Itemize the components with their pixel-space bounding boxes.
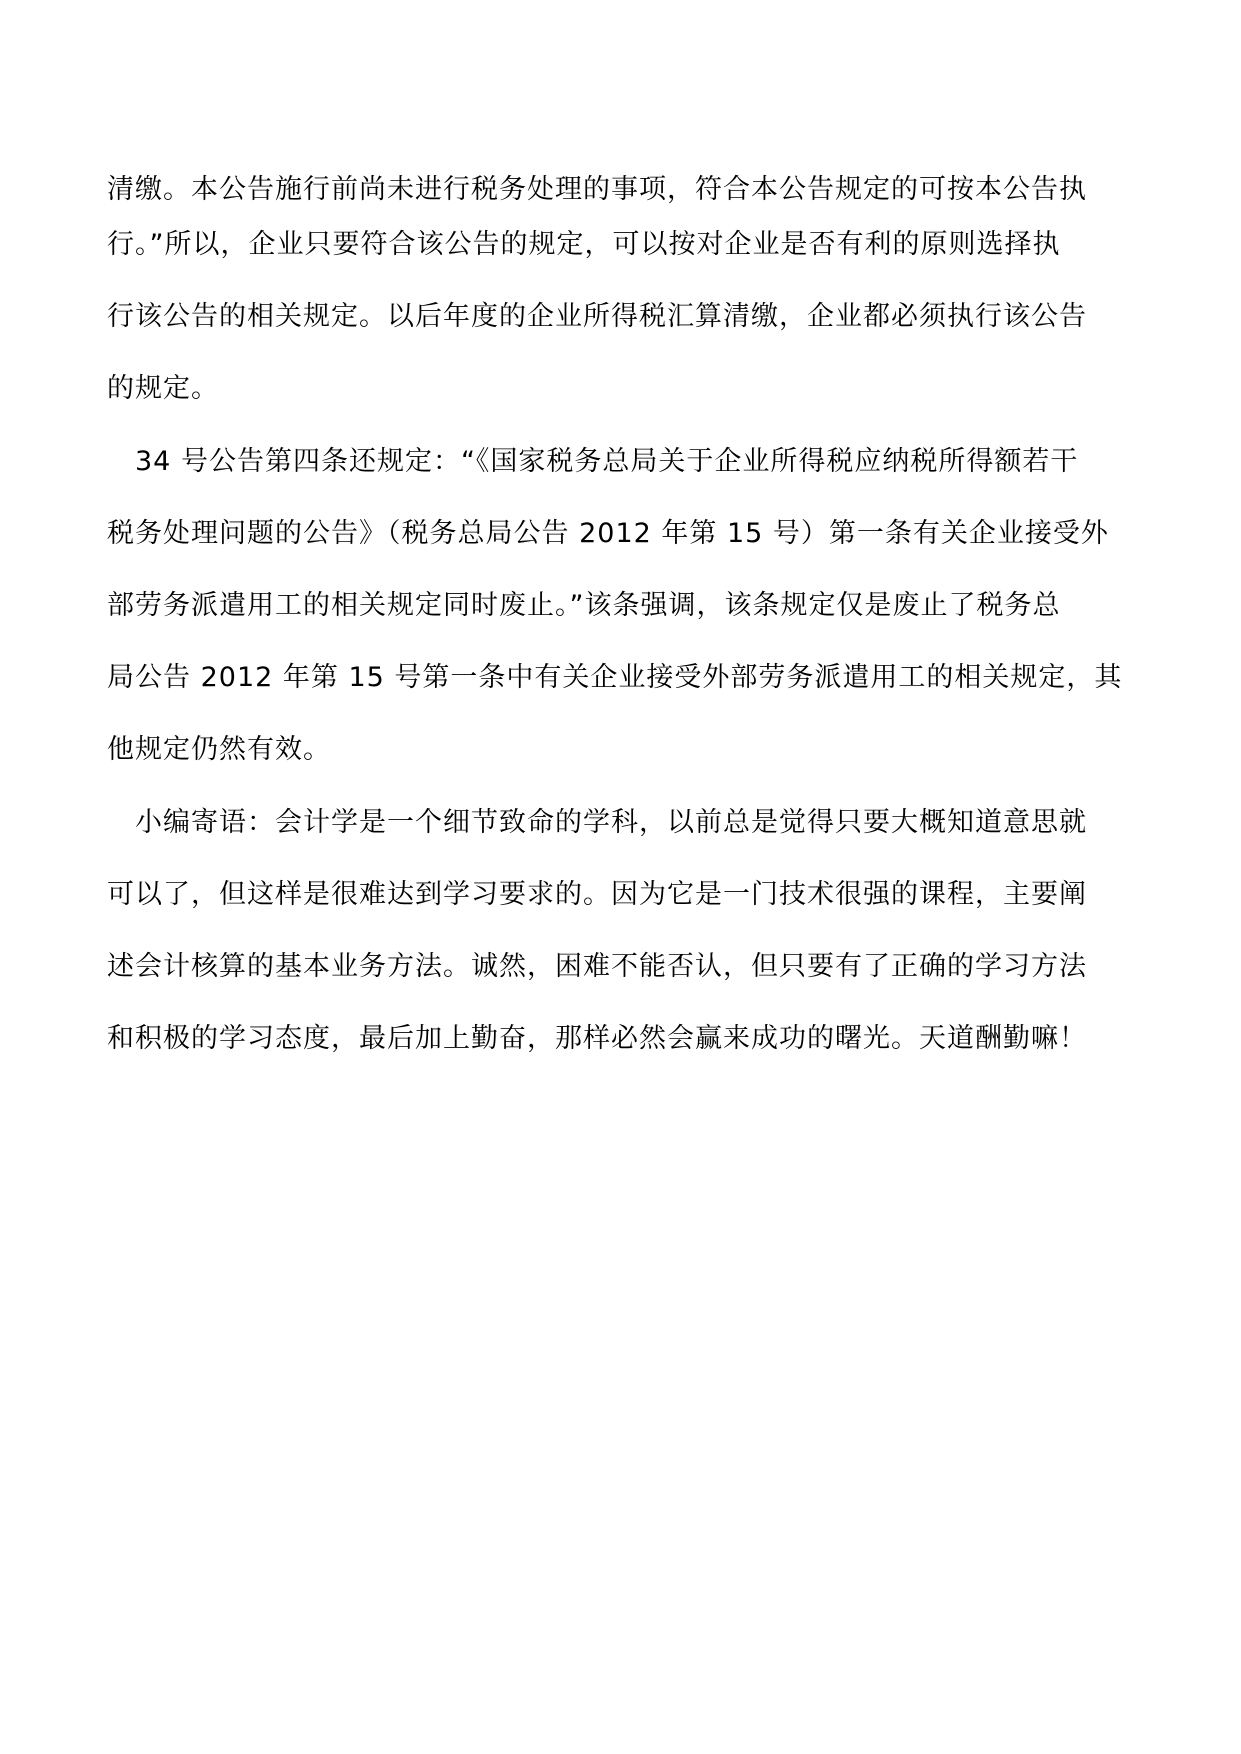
paragraph-2-line-4: 局公告 2012 年第 15 号第一条中有关企业接受外部劳务派遣用工的相关规定，其 [107,662,1123,693]
paragraph-3-line-2: 可以了，但这样是很难达到学习要求的。因为它是一门技术很强的课程，主要阐 [107,879,1087,910]
paragraph-3-line-1: 小编寄语：会计学是一个细节致命的学科，以前总是觉得只要大概知道意思就 [135,807,1087,838]
paragraph-2-line-1: 34 号公告第四条还规定：“《国家税务总局关于企业所得税应纳税所得额若干 [135,446,1079,477]
paragraph-1-line-4: 的规定。 [107,373,219,404]
paragraph-1-line-1: 清缴。本公告施行前尚未进行税务处理的事项，符合本公告规定的可按本公告执 [107,174,1087,205]
paragraph-1-line-2: 行。”所以，企业只要符合该公告的规定，可以按对企业是否有利的原则选择执 [107,229,1061,260]
paragraph-2-line-2: 税务处理问题的公告》（税务总局公告 2012 年第 15 号）第一条有关企业接受外 [107,518,1109,549]
paragraph-1-line-3: 行该公告的相关规定。以后年度的企业所得税汇算清缴，企业都必须执行该公告 [107,301,1087,332]
paragraph-3-line-4: 和积极的学习态度，最后加上勤奋，那样必然会赢来成功的曙光。天道酬勤嘛！ [107,1023,1087,1054]
paragraph-2-line-3: 部劳务派遣用工的相关规定同时废止。”该条强调，该条规定仅是废止了税务总 [107,590,1061,621]
paragraph-3-line-3: 述会计核算的基本业务方法。诚然，困难不能否认，但只要有了正确的学习方法 [107,951,1087,982]
paragraph-2-line-5: 他规定仍然有效。 [107,734,331,765]
